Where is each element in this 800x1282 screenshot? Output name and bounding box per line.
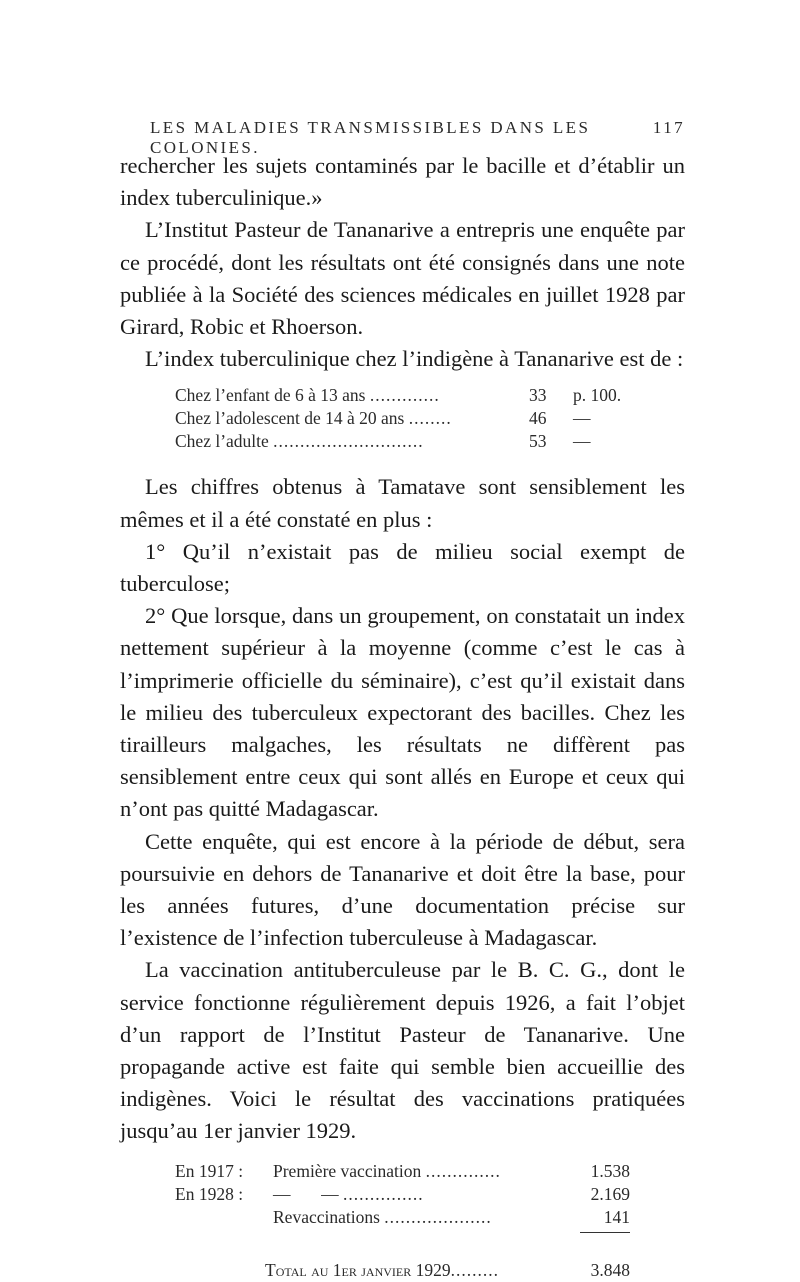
- paragraph-3: L’index tuberculinique chez l’indigène à Tananarive est de :: [145, 346, 684, 372]
- vaccination-table: [175, 1160, 630, 1282]
- paragraph-2: L’Institut Pasteur de Tananarive a entrepris une enquête par ce procédé, dont les résultats ont été consignés dans une note publiée à la Société des sciences médicales en juillet 1928 par Girard, Robic et Rhoerson.: [120, 217, 685, 340]
- row-value: 33: [529, 385, 547, 406]
- row-label: — —: [273, 1183, 339, 1204]
- dot-leader: ..............: [425, 1160, 501, 1181]
- row-year: En 1928 :: [175, 1183, 244, 1204]
- dot-leader: .............: [369, 385, 440, 406]
- total-value: 3.848: [590, 1259, 630, 1280]
- row-unit: p. 100.: [573, 385, 622, 406]
- row-label: Chez l’adulte: [175, 431, 269, 452]
- row-label: Chez l’enfant de 6 à 13 ans: [175, 385, 366, 406]
- row-label: Première vaccination: [273, 1160, 422, 1181]
- table-row: [175, 1206, 630, 1229]
- paragraph-4: Les chiffres obtenus à Tamatave sont sensiblement les mêmes et il a été constaté en plus :: [120, 474, 685, 532]
- paragraph-8: La vaccination antituberculeuse par le B. C. G., dont le service fonctionne régulièrement depuis 1926, a fait l’objet d’un rapport de l’Institut Pasteur de Tananarive. Une propagande active est faite qui semble bien accueillie des indigènes. Voici le résultat des vaccinations pratiquées jusqu’au 1er janvier 1929.: [120, 957, 685, 1144]
- row-value: 141: [603, 1206, 630, 1227]
- row-value: 1.538: [590, 1160, 630, 1181]
- row-value: 2.169: [590, 1183, 630, 1204]
- dot-leader: .........: [450, 1259, 500, 1280]
- row-label: Revaccinations: [273, 1206, 380, 1227]
- table-row: [175, 1160, 630, 1183]
- row-value: 46: [529, 408, 547, 429]
- page-number: 117: [652, 118, 685, 137]
- total-row: [175, 1259, 630, 1282]
- row-unit: —: [573, 408, 591, 429]
- row-unit: —: [573, 431, 591, 452]
- sum-rule: [580, 1232, 630, 1233]
- dot-leader: ........: [408, 408, 452, 429]
- paragraph-1: rechercher les sujets contaminés par le bacille et d’établir un index tuberculinique.»: [120, 153, 685, 211]
- tuberculin-index-table: [175, 384, 645, 453]
- paragraph-5: 1° Qu’il n’existait pas de milieu social exempt de tuberculose;: [120, 538, 685, 597]
- running-title: LES MALADIES TRANSMISSIBLES DANS LES COLONIES.: [150, 118, 591, 157]
- table-row: [175, 1183, 630, 1206]
- table-row: [175, 430, 645, 453]
- page-body: [120, 150, 685, 1282]
- table-row: [175, 384, 645, 407]
- table-row: [175, 407, 645, 430]
- paragraph-6: 2° Que lorsque, dans un groupement, on constatait un index nettement supérieur à la moyenne (comme c’est le cas à l’imprimerie officielle du séminaire), c’est qu’il existait dans le milieu des tuberculeux expectorant des bacilles. Chez les tirailleurs malgaches, les résultats ne diffèrent pas sensiblement entre ceux qui sont allés en Europe et ceux qui n’ont pas quitté Madagascar.: [120, 603, 685, 822]
- dot-leader: ....................: [384, 1206, 492, 1227]
- row-label: Chez l’adolescent de 14 à 20 ans: [175, 408, 405, 429]
- row-value: 53: [529, 431, 547, 452]
- dot-leader: ...............: [343, 1183, 424, 1204]
- total-label: Total au 1er janvier 1929: [265, 1259, 451, 1280]
- row-year: En 1917 :: [175, 1160, 244, 1181]
- dot-leader: ............................: [273, 431, 424, 452]
- paragraph-7: Cette enquête, qui est encore à la période de début, sera poursuivie en dehors de Tananarive et doit être la base, pour les années futures, d’une documentation précise sur l’existence de l’infection tuberculeuse à Madagascar.: [120, 828, 685, 951]
